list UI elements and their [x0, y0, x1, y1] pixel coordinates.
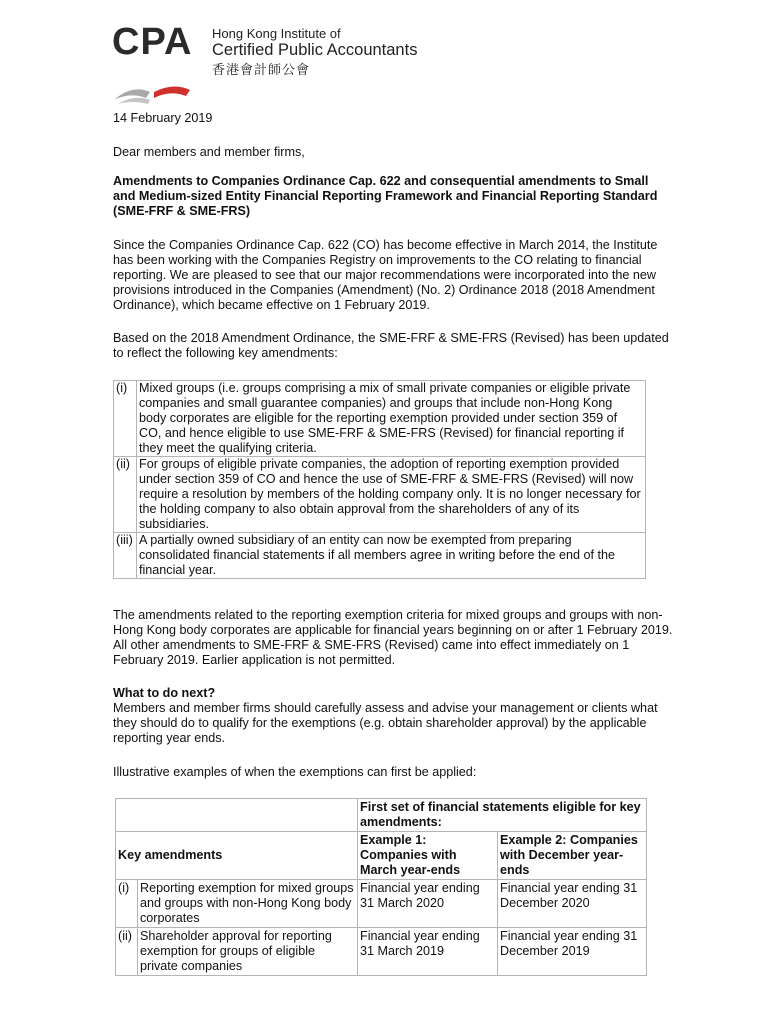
paragraph-illustrative: Illustrative examples of when the exemptions can first be applied: — [113, 765, 477, 779]
amendment-text: For groups of eligible private companies, the adoption of reporting exemption provided under section 359 of CO and hence the use of SME-FRF & SME-FRS (Revised) will now require a resolution by members of the holding company only. It is no longer necessary for the holding company to also obtain approval from the shareholders of any of its subsidiaries. — [137, 457, 646, 533]
table-row — [116, 928, 647, 976]
hkicpa-logo — [112, 22, 442, 92]
amendment-number: (i) — [114, 381, 137, 457]
amendment-number: (ii) — [114, 457, 137, 533]
row-number: (ii) — [116, 928, 138, 976]
paragraph-effective-dates: The amendments related to the reporting exemption criteria for mixed groups and groups with non-Hong Kong body corporates are applicable for financial years beginning on or after 1 February 2019. All other amendments to SME-FRF & SME-FRS (Revised) came into effect immediately on 1 February 2019. Earlier application is not permitted. — [113, 608, 673, 667]
row-example-2: Financial year ending 31 December 2020 — [498, 880, 647, 928]
table-header-row — [116, 832, 647, 880]
paragraph-based-on: Based on the 2018 Amendment Ordinance, the SME-FRF & SME-FRS (Revised) has been updated to reflect the following key amendments: — [113, 331, 669, 360]
examples-table — [115, 798, 647, 976]
amendment-number: (iii) — [114, 533, 137, 579]
salutation: Dear members and member firms, — [113, 145, 305, 159]
paragraph-intro: Since the Companies Ordinance Cap. 622 (CO) has become effective in March 2014, the Institute has been working with the Companies Registry on improvements to the CO relating to financial reporting. We are pleased to see that our major recommendations were incorporated into the new provisions introduced in the Companies (Amendment) (No. 2) Ordinance 2018 (2018 Amendment Ordinance), which became effective on 1 February 2019. — [113, 238, 658, 312]
group-header: First set of financial statements eligible for key amendments: — [358, 799, 647, 832]
logo-line-chinese: 香港會計師公會 — [212, 62, 311, 77]
amendment-text: Mixed groups (i.e. groups comprising a mix of small private companies or eligible private companies and small guarantee companies) and groups that include non-Hong Kong body corporates are eligible for the reporting exemption provided under section 359 of CO, and hence eligible to use SME-FRF & SME-FRS (Revised) for financial reporting if they meet the qualifying criteria. — [137, 381, 646, 457]
row-example-1: Financial year ending 31 March 2019 — [358, 928, 498, 976]
col-key-amendments: Key amendments — [116, 832, 358, 880]
amendment-text: A partially owned subsidiary of an entity can now be exempted from preparing consolidated financial statements if all members agree in writing before the end of the financial year. — [137, 533, 646, 579]
logo-line-institute: Hong Kong Institute of — [212, 26, 341, 41]
letter-subject: Amendments to Companies Ordinance Cap. 622 and consequential amendments to Small and Medium-sized Entity Financial Reporting Framework and Financial Reporting Standard (SME-FRF & SME-FRS) — [113, 174, 658, 218]
table-row — [116, 880, 647, 928]
letter-date: 14 February 2019 — [113, 111, 213, 125]
logo-abbreviation: CPA — [112, 21, 193, 63]
logo-line-name: Certified Public Accountants — [212, 41, 418, 59]
table-row — [114, 533, 646, 579]
row-amendment: Shareholder approval for reporting exemption for groups of eligible private companies — [138, 928, 358, 976]
logo-swoosh-icon — [112, 80, 192, 110]
row-example-1: Financial year ending 31 March 2020 — [358, 880, 498, 928]
blank-header-cell — [116, 799, 358, 832]
table-header-row — [116, 799, 647, 832]
row-amendment: Reporting exemption for mixed groups and groups with non-Hong Kong body corporates — [138, 880, 358, 928]
table-row — [114, 457, 646, 533]
paragraph-advice: Members and member firms should carefully assess and advise your management or clients what they should do to qualify for the exemptions (e.g. obtain shareholder approval) by the applicable reporting year ends. — [113, 701, 658, 745]
row-number: (i) — [116, 880, 138, 928]
heading-what-next: What to do next? — [113, 686, 216, 700]
table-row — [114, 381, 646, 457]
col-example-1: Example 1: Companies with March year-ends — [358, 832, 498, 880]
row-example-2: Financial year ending 31 December 2019 — [498, 928, 647, 976]
col-example-2: Example 2: Companies with December year-ends — [498, 832, 647, 880]
amendments-table — [113, 380, 646, 579]
